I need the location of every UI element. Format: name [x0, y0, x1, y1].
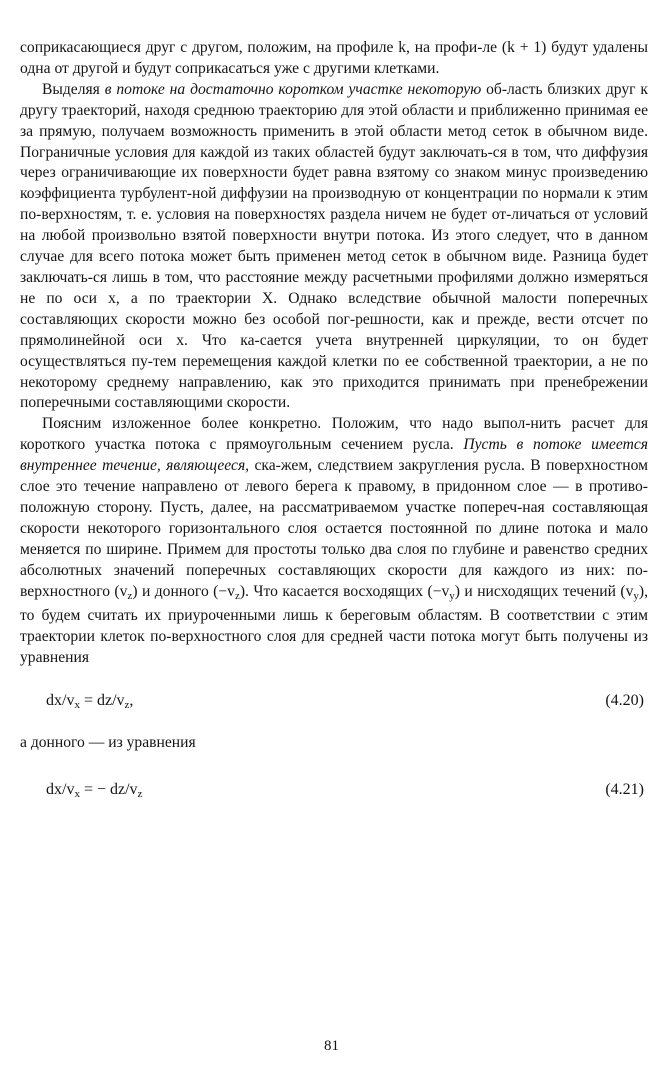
equation-4-21	[20, 778, 648, 802]
equation-4-20-expression: $dx/v_x = dz/v_z$,	[46, 692, 134, 712]
equation-4-21-number: (4.21)	[605, 781, 644, 799]
paragraph-2: Выделяя в потоке на достаточно коротком участке некоторую об-ласть близких друг к другу траекторий, находя среднюю траекторию для этой области и приближенно принимая ее за прямую, получаем возможность применить в этой области метод сеток в обычном виде. Пограничные условия для каждой из таких областей будут заключать-ся в том, что диффузия через ограничивающие их поверхности будет равна взятому со знаком минус произведению коэффициента турбулент-ной диффузии на производную от концентрации по нормали к этим по-верхностям, т. е. условия на поверхностях раздела ничем не будет от-личаться от условий на любой произвольно взятой поверхности внутри потока. Из этого следует, что в данном случае для всего потока может быть применен метод сеток в обычном виде. Разница будет заключать-ся лишь в том, что расстояние между расчетными профилями должно измеряться не по оси x, а по траектории X. Однако вследствие обычной малости поперечных составляющих скорости можно без особой пог-решности, как и прежде, вести отсчет по прямолинейной оси x. Что ка-сается учета внутренней циркуляции, то он будет осуществляться пу-тем перемещения каждой клетки по ее собственной траектории, а не по некоторому среднему направлению, как это приходится принимать при пренебрежении поперечными составляющими скорости.	[20, 80, 648, 412]
equation-4-20-number: (4.20)	[605, 692, 644, 710]
page-number: 81	[324, 1038, 339, 1054]
equation-4-20	[20, 689, 648, 713]
equation-4-21-expression: $dx/v_x$ = − $dz/v_z$	[46, 781, 143, 801]
page-body	[20, 38, 648, 802]
connecting-text: а донного — из уравнения	[20, 734, 196, 752]
paragraph-3: Поясним изложенное более конкретно. Положим, что надо выпол-нить расчет для короткого участка потока с прямоугольным сечением русла. Пусть в потоке имеется внутреннее течение, являющееся, ска-жем, следствием закругления русла. В поверхностном слое это течение направлено от левого берега к правому, в придонном слое — в противо-положную сторону. Пусть, далее, на рассматриваемом участке попереч-ная составляющая скорости некоторого горизонтального слоя остается постоянной по длине потока и мало меняется по ширине. Примем для простоты только два слоя по глубине и равенство средних абсолютных значений поперечных составляющих скорости для каждого из них: по-верхностного $(v_z)$ и донного $(-v_z)$. Что касается восходящих $(-v_y)$ и нисходящих течений $(v_y)$, то будем считать их приуроченными лишь к береговым областям. В соответствии с этим траектории клеток по-верхностного слоя для средней части потока могут быть получены из уравнения	[20, 415, 649, 667]
paragraph-1: соприкасающиеся друг с другом, положим, на профиле k, на профи-ле (k + 1) будут удалены одна от другой и будут соприкасаться уже с другими клетками.	[20, 39, 648, 77]
